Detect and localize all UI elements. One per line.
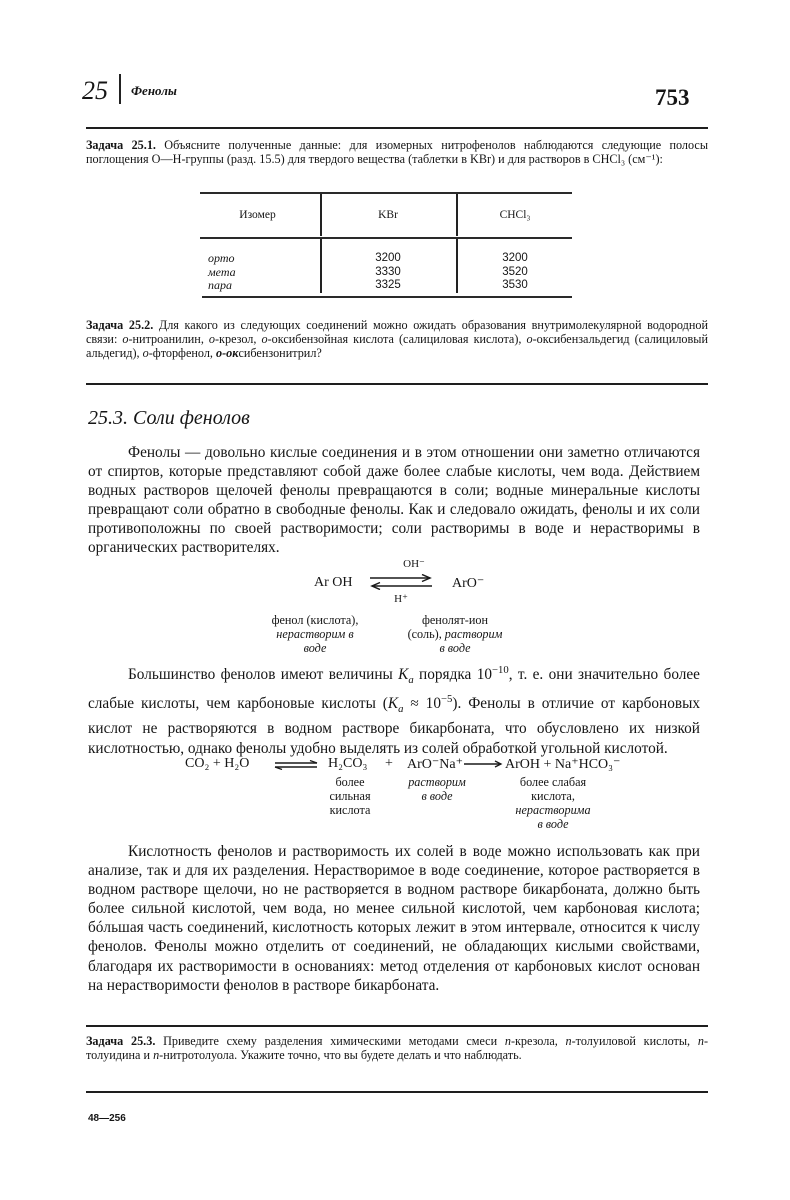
header-rule (86, 127, 708, 129)
chapter-divider (119, 74, 121, 104)
table-cell: 3200 (375, 252, 401, 264)
table-col-isomer (208, 252, 236, 293)
equilibrium-arrows-icon (273, 760, 319, 770)
equilibrium-arrows-icon (368, 574, 434, 590)
task-text: Объясните полученные данные: для изомерных нитрофенолов наблюдаются следующие полосы поглощения O—H-группы (разд. 15.5) для твердого вещества (таблетки в KBr) и для растворов в CHCl₃ (см⁻¹): (86, 138, 709, 166)
equation-phenol-phenolate (240, 555, 560, 655)
task-label: Задача 25.1. (86, 138, 156, 152)
eq2-products: ArOH + Na⁺HCO₃⁻ (505, 757, 621, 772)
chapter-title: Фенолы (131, 83, 177, 98)
table-header-isomer: Изомер (239, 209, 276, 221)
task-label: Задача 25.2. (86, 318, 154, 332)
table-cell: 3520 (502, 265, 528, 278)
table-header-rule (200, 237, 572, 239)
equation-carbonic-acid (185, 756, 625, 836)
task-label: Задача 25.3. (86, 1034, 156, 1048)
table-top-rule (200, 192, 572, 194)
table-header-kbr: KBr (378, 209, 398, 221)
table-bottom-rule (202, 296, 572, 298)
task-rule (86, 1091, 708, 1093)
task-25-1 (86, 138, 708, 166)
eq2-salt: ArO⁻Na⁺ (407, 757, 463, 772)
eq2-reactants: CO₂ + H₂O (185, 756, 250, 771)
reaction-arrow-icon (463, 760, 503, 768)
table-col-kbr (322, 252, 454, 293)
eq-arrow-top-label: OH⁻ (403, 558, 425, 570)
chapter-number: 25 (82, 76, 108, 105)
eq-right-caption: фенолят-ион (соль), растворим в воде (407, 613, 503, 655)
eq-left: Ar OH (314, 575, 353, 590)
table-cell: 3325 (375, 279, 401, 291)
table-cell: мета (208, 264, 236, 279)
table-cell: пара (208, 278, 232, 292)
task-25-2: Задача 25.2. Для какого из следующих соединений можно ожидать образования внутримолекулярной водородной связи: о-нитроанилин, о-крезол, о-оксибензойная кислота (салициловая кислота), о-оксибензальдегид (салициловый альдегид), о-фторфенол, о-оксибензонитрил? (86, 318, 709, 360)
table-col-chcl3 (458, 252, 572, 293)
page-number: 753 (655, 85, 690, 110)
table-cell: 3200 (502, 252, 528, 264)
section-heading (88, 407, 250, 430)
paragraph-3: Кислотность фенолов и растворимость их солей в воде можно использовать как при анализе, так и для их разделения. Нерастворимое в воде соединение, которое растворяется в водном растворе щелочи, но не растворяется в водном растворе бикарбоната, должно быть более сильной кислотой, чем вода, но менее сильной кислотой, чем карбоновая кислота; бóльшая часть соединений, кислотность которых лежит в этом интервале, относится к числу фенолов. Фенолы можно отделить от соединений, не обладающих кислыми свойствами, благодаря их растворимости в основаниях: метод отделения от карбоновых кислот основан на нерастворимости фенолов в растворе бикарбоната. (88, 843, 700, 994)
task-25-3: Задача 25.3. Приведите схему разделения химическими методами смеси п-крезола, п-толуиловой кислоты, п-толуидина и п-нитротолуола. Укажите точно, что вы будете делать и что наблюдать. (86, 1034, 708, 1062)
eq-right: ArO⁻ (452, 576, 485, 591)
table-cell: 3330 (375, 265, 401, 278)
section-number: 25.3. (88, 407, 128, 429)
task-rule (86, 383, 708, 385)
eq-left-caption: фенол (кислота), нерастворим в воде (271, 613, 359, 655)
table-header-chcl3: CHCl₃ (499, 209, 531, 221)
table-cell: орто (208, 251, 235, 265)
table-cell: 3530 (502, 279, 528, 291)
eq2-salt-caption: растворим в воде (408, 775, 466, 803)
paragraph-2: Большинство фенолов имеют величины $K_a$ порядка $10^{-10}$, т. е. они значительно более слабые кислоты, чем карбоновые кислоты $(K_a \approx 10^{-5})$. Фенолы в отличие от карбоновых кислот не растворяются в водном растворе бикарбоната, что обусловлено их низкой кислотностью, однако фенолы удобно выделять из солей обработкой угольной кислотой. (88, 664, 700, 757)
eq2-plus: + (385, 756, 393, 771)
eq2-h2co3: H₂CO₃ (328, 756, 368, 771)
task-rule (86, 1025, 708, 1027)
eq-arrow-bottom-label: H⁺ (394, 593, 408, 605)
paragraph-1: Фенолы — довольно кислые соединения и в этом отношении они заметно отличаются от спиртов, которые представляют собой даже более слабые кислоты, чем вода. Действием водных растворов щелочей фенолы превращаются в соли; водные минеральные кислоты превращают соли обратно в свободные фенолы. Как и следовало ожидать, фенолы и их соли противоположны по своей растворимости; соли растворимы в воде и нерастворимы в органических растворителях. (88, 444, 700, 557)
eq2-product-caption: более слабая кислота, нерастворима в воде (515, 775, 591, 831)
printer-signature: 48—256 (88, 1113, 126, 1124)
eq2-h2co3-caption: более сильная кислота (329, 775, 371, 817)
section-title: Соли фенолов (133, 407, 250, 429)
